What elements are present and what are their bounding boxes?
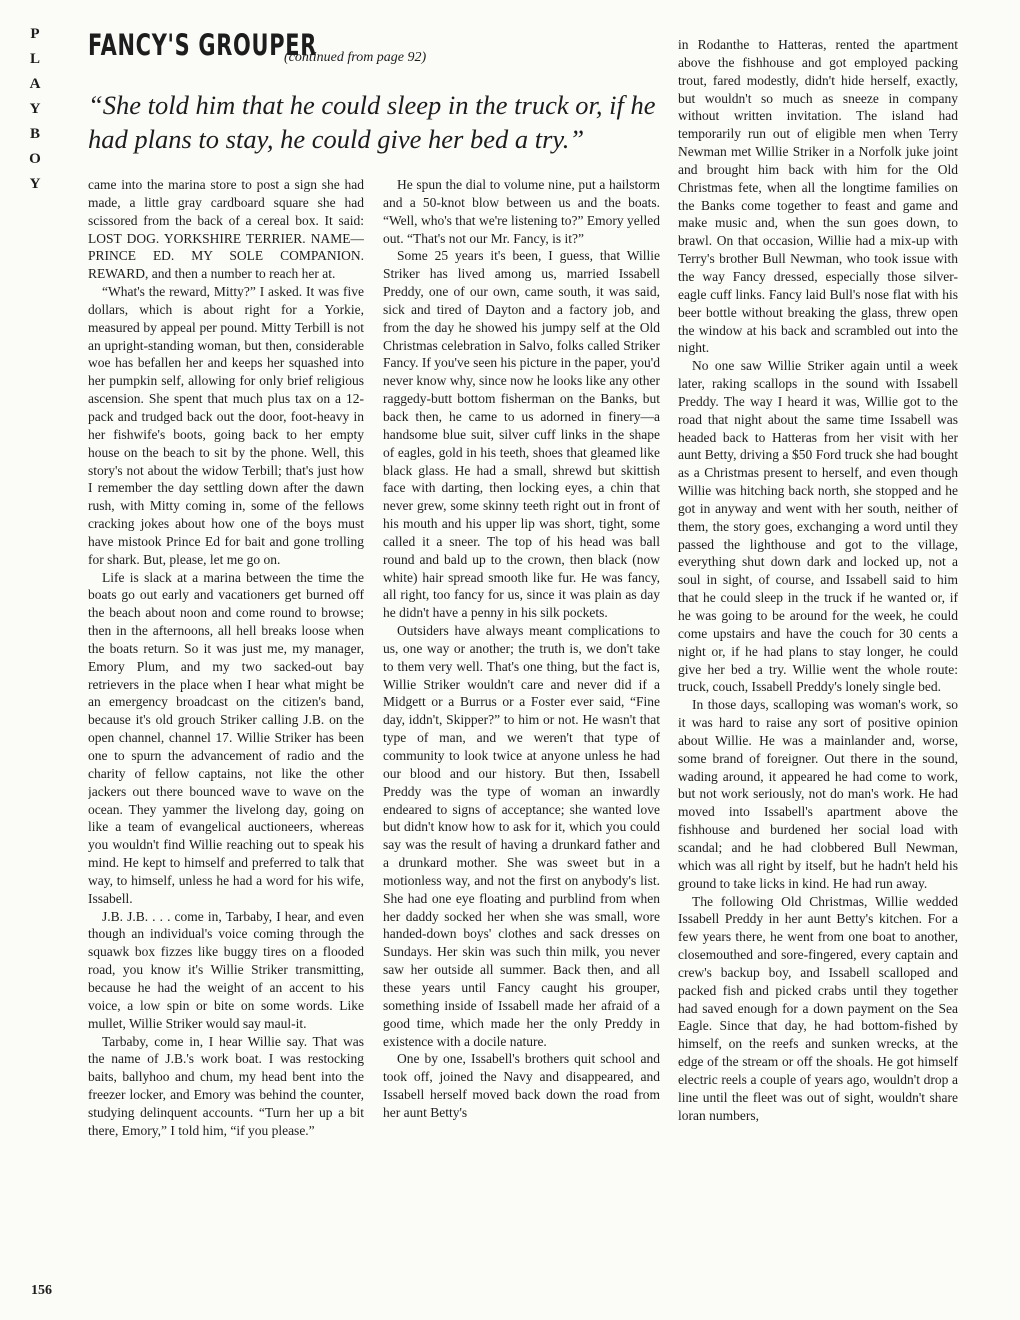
- magazine-runner: [20, 22, 50, 197]
- section-title: FANCY'S GROUPER: [88, 28, 318, 62]
- text-column-1: [88, 176, 364, 1296]
- paragraph: Some 25 years it's been, I guess, that Willie Striker has lived among us, married Issabell Preddy, one of our own, came south, it was said, sick and tired of Dayton and a factory job, and from the day he showed his jumpy self at the Old Christmas celebration in Salvo, folks called Striker Fancy. If you've seen his picture in the paper, you'd never know why, since now he looks like any other raggedy-butt bottom fisherman on the Banks, but back then, he came to us adorned in finery—a handsome blue suit, silver cuff links in the shape of eagles, gold in his teeth, shoes that gleamed like black glass. He had a small, shrewd but skittish face with darting, then locking eyes, a chin that never grew, some skinny teeth right out in front of his mouth and his upper lip was short, tight, some called it a sneer. The top of his head was ball round and bald up to the crown, then black (now white) hair spread smooth like fur. He was fancy, all right, too fancy for us, since it was plain as day he didn't have a penny in his silk pockets.: [383, 248, 660, 621]
- paragraph: Life is slack at a marina between the time the boats go out early and vacationers get burned off the beach about noon and come round to browse; then in the afternoons, all hell breaks loose when the boats return. So it was just me, my manager, Emory Plum, and my two sacked-out bay retrievers in the place when I hear what might be an emergency broadcast on the citizen's band, because it's old grouch Striker calling J.B. on the open channel, channel 17. Willie Striker has been one to spurn the advancement of radio and the charity of fellow captains, not like the other jackers out there bounced wave to wave on the ocean. They yammer the livelong day, going on like a team of evangelical auctioneers, whereas you wouldn't find Willie reaching out to speak his mind. He kept to himself and preferred to talk that way, to himself, unless he had a word for his wife, Issabell.: [88, 569, 364, 906]
- runner-letter: B: [29, 126, 40, 142]
- runner-letter: O: [29, 151, 41, 167]
- title-row: [88, 28, 668, 74]
- runner-letter: Y: [29, 101, 41, 117]
- text-column-2: [383, 176, 660, 1296]
- paragraph: Outsiders have always meant complications to us, one way or another; the truth is, we don't take to them very well. That's one thing, but the fact is, Willie Striker wouldn't care and never did if a Midgett or a Burrus or a Foster ever said, “Fine day, iddn't, Skipper?” to him or not. He wasn't that type of man, and we weren't that type of community to look twice at anyone unless he had our blood and our history. But then, Issabell Preddy was the type of woman an inwardly endeared to signs of acceptance; she wanted love but didn't know how to ask for it, which you could say was the result of having a drunkard father and a drunkard mother. She was sweet but in a motionless way, and not the first on anybody's list. She had one eye floating and purblind from when her daddy socked her when she was small, wore handed-down boys' clothes and sack dresses on Sundays. Her skin was such thin milk, you never saw her outside all summer. Back then, and all these years until Fancy caught his grouper, something inside of Issabell made her afraid of a good time, which made her the only Preddy in existence with a docile nature.: [383, 623, 660, 1049]
- runner-letter: Y: [29, 176, 41, 192]
- continued-note: (continued from page 92): [284, 50, 427, 65]
- text-column-3: [678, 36, 958, 1296]
- paragraph: In those days, scalloping was woman's work, so it was hard to raise any sort of positive opinion about Willie. He was a mainlander and, worse, some brand of foreigner. Out there in the sound, wading around, it appeared he had come to work, but not work seriously, not do man's work. He had moved into Issabell's apartment above the fishhouse and burdened her social load with scandal; and he had clobbered Bull Newman, which was all right by itself, but he hadn't held his ground to take licks in kind. He had run away.: [678, 697, 958, 891]
- paragraph: One by one, Issabell's brothers quit school and took off, joined the Navy and disappeared, and Issabell herself moved back down the road from her aunt Betty's: [383, 1051, 660, 1120]
- runner-letter: P: [30, 26, 40, 42]
- paragraph: Tarbaby, come in, I hear Willie say. That was the name of J.B.'s work boat. I was restocking baits, ballyhoo and chum, my head bent into the freezer locker, and Emory was behind the counter, studying delinquent accounts. “Turn her up a bit there, Emory,” I told him, “if you please.”: [88, 1033, 364, 1138]
- paragraph: “What's the reward, Mitty?” I asked. It was five dollars, which is about right for a Yorkie, measured by appeal per pound. Mitty Terbill is not an upright-standing woman, but then, considerable woe has befallen her and keeps her squashed into her pumpkin self, allowing for only brief religious ascension. She spent that much plus tax on a 12-pack and trudged back out the door, foot-heavy in her fishwife's boots, going back to her empty house on the beach to sit by the phone. Well, this story's not about the widow Terbill; that's just how I remember the day settling down after the dawn rush, with Mitty coming in, some of the fellows cracking jokes about how one of the boys must have mistook Prince Ed for bait and gone trolling for shark. But, please, let me go on.: [88, 284, 364, 567]
- article-header: [88, 28, 668, 156]
- paragraph: The following Old Christmas, Willie wedded Issabell Preddy in her aunt Betty's kitchen. For a few years there, he went from one boat to another, closemouthed and sore-fingered, every captain and crew's backup boy, and Issabell scalloped and packed fish and picked crabs until they together had saved enough for a down payment on the Sea Eagle. Since that day, he had bottom-fished by himself, on the reefs and sunken wrecks, at the edge of the stream or off the shoals. He got himself electric reels a couple of years ago, wouldn't drop a line until the fleet was out of sight, wouldn't share loran numbers,: [678, 893, 958, 1123]
- runner-letter: A: [29, 76, 41, 92]
- paragraph: in Rodanthe to Hatteras, rented the apartment above the fishhouse and got employed packing trout, fared modestly, didn't hide herself, exactly, but wouldn't so much as sneeze in company without written invitation. The island had temporarily run out of eligible men when Terry Newman met Willie Striker in a Norfolk juke joint and brought him back with him for the Old Christmas fete, when all the longtime families on the Banks come together to feast and game and make music and, when the sun goes down, to brawl. On that occasion, Willie had a mix-up with Terry's brother Bull Newman, who took issue with the way Fancy dressed, especially those silver-eagle cuff links. Fancy laid Bull's nose flat with his beer bottle without breaking the glass, threw open the window at his back and scrambled out into the night.: [678, 37, 958, 356]
- page-number: 156: [31, 1283, 52, 1298]
- pull-quote: “She told him that he could sleep in the truck or, if he had plans to stay, he could give her bed a try.”: [88, 90, 656, 154]
- paragraph: He spun the dial to volume nine, put a hailstorm and a 50-knot blow between us and the boats. “Well, who's that we're listening to?” Emory yelled out. “That's not our Mr. Fancy, is it?”: [383, 177, 660, 246]
- runner-letter: L: [29, 51, 40, 67]
- paragraph: No one saw Willie Striker again until a week later, raking scallops in the sound with Issabell Preddy. The way I heard it was, Willie got to the road that night about the same time Issabell was headed back to Hatteras from her visit with her aunt Betty, driving a $50 Ford truck she had bought as a Christmas present to herself, and even though Willie was hitching back north, she stopped and he got in anyway and went with her south, neither of them, the story goes, exchanging a word until they passed the lighthouse and got to the village, everything shut down dark and locked up, not a soul in sight, of course, and Issabell said to him that he could sleep in the truck if he wanted or, if he was going to be around for the week, he could come upstairs and have the couch for 30 cents a night or, if he had plans to stay longer, he could give her bed a try. Willie went the whole route: truck, couch, Issabell Preddy's lonely single bed.: [678, 358, 958, 695]
- paragraph: J.B. J.B. . . . come in, Tarbaby, I hear, and even though an individual's voice coming through the squawk box fizzes like buggy tires on a flooded road, you know it's Willie Striker transmitting, because he had the weight of an accent to his voice, a low spin or bite on some words. Like mullet, Willie Striker would say maul-it.: [88, 908, 364, 1031]
- paragraph: came into the marina store to post a sign she had made, a little gray cardboard square she had scissored from the back of a cereal box. It said: LOST DOG. YORKSHIRE TERRIER. NAME—PRINCE ED. MY SOLE COMPANION. REWARD, and then a number to reach her at.: [88, 177, 364, 282]
